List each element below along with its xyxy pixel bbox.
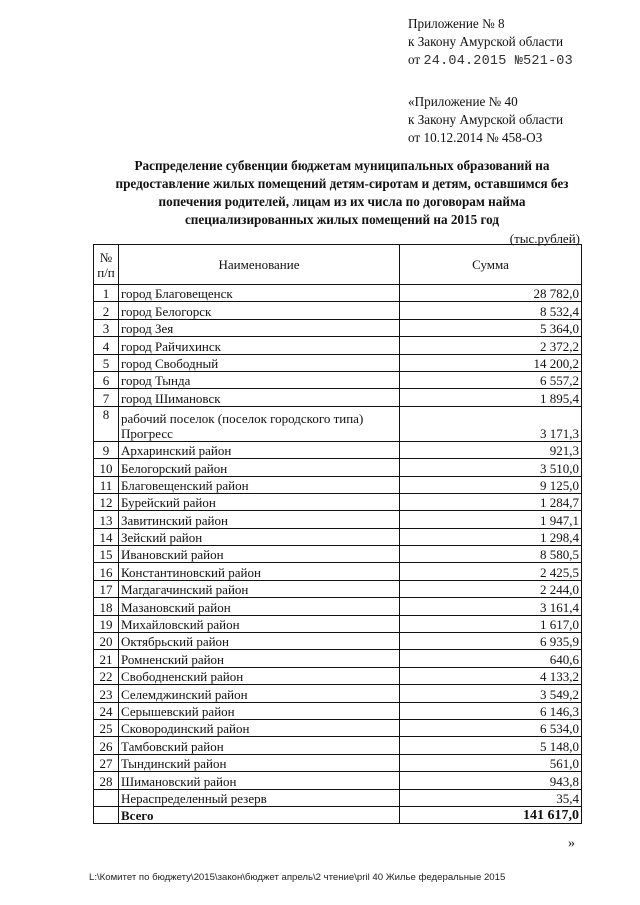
table-row (94, 528, 582, 545)
row-number: 20 (94, 633, 119, 650)
row-sum: 6 557,2 (400, 371, 582, 388)
row-number: 1 (94, 285, 119, 302)
row-name: город Шимановск (119, 389, 400, 406)
row-number: 15 (94, 546, 119, 563)
row-number: 12 (94, 493, 119, 510)
row-number: 4 (94, 337, 119, 354)
row-name: Магдагачинский район (119, 580, 400, 597)
row-number: 3 (94, 319, 119, 336)
table-row (94, 476, 582, 493)
table-row (94, 754, 582, 771)
appendix-current-line2: к Закону Амурской области (408, 34, 564, 49)
header-number-line2: п/п (97, 264, 115, 280)
table-row (94, 563, 582, 580)
header-sum: Сумма (400, 245, 582, 285)
row-name: Серышевский район (119, 702, 400, 719)
row-sum: 1 947,1 (400, 511, 582, 528)
row-sum: 5 364,0 (400, 319, 582, 336)
table-row (94, 493, 582, 510)
row-number: 18 (94, 598, 119, 615)
row-sum: 28 782,0 (400, 285, 582, 302)
row-sum: 6 146,3 (400, 702, 582, 719)
row-sum: 3 510,0 (400, 459, 582, 476)
row-name: Завитинский район (119, 511, 400, 528)
row-number: 21 (94, 650, 119, 667)
table-row (94, 650, 582, 667)
row-sum: 1 284,7 (400, 493, 582, 510)
appendix-original-block (408, 93, 563, 147)
appendix-original-line3: от 10.12.2014 № 458-ОЗ (408, 130, 543, 145)
row-number: 23 (94, 685, 119, 702)
row-sum: 6 534,0 (400, 719, 582, 736)
appendix-current-line3 (408, 51, 573, 71)
row-sum: 9 125,0 (400, 476, 582, 493)
row-name: рабочий поселок (поселок городского типа) Прогресс (119, 406, 400, 441)
closing-quote: » (568, 836, 575, 851)
table-row (94, 702, 582, 719)
row-sum: 2 244,0 (400, 580, 582, 597)
row-name: Шимановский район (119, 772, 400, 789)
row-sum: 1 298,4 (400, 528, 582, 545)
title-line3: попечения родителей, лицам из их числа по договорам найма (158, 194, 526, 209)
total-number-cell (94, 806, 119, 823)
row-number: 8 (94, 406, 119, 441)
title-line4: специализированных жилых помещений на 2015 год (184, 212, 500, 227)
appendix-current-line1: Приложение № 8 (408, 16, 505, 31)
table-row (94, 302, 582, 319)
table-row (94, 667, 582, 684)
row-name: Михайловский район (119, 615, 400, 632)
row-number: 22 (94, 667, 119, 684)
row-name: Архаринский район (119, 441, 400, 458)
header-number (94, 245, 119, 285)
row-name: Белогорский район (119, 459, 400, 476)
title-line1: Распределение субвенции бюджетам муниципальных образований на (134, 158, 550, 173)
total-label: Всего (119, 806, 400, 823)
row-sum: 5 148,0 (400, 737, 582, 754)
appendix-current-date-stamp: 24.04.2015 №521-03 (423, 54, 573, 69)
row-name: Мазановский район (119, 598, 400, 615)
header-number-line1: № (99, 249, 113, 265)
table-row (94, 598, 582, 615)
subvention-table (93, 244, 582, 824)
row-sum: 921,3 (400, 441, 582, 458)
row-number: 16 (94, 563, 119, 580)
header-name: Наименование (119, 245, 400, 285)
row-name: Ромненский район (119, 650, 400, 667)
table-row (94, 371, 582, 388)
row-name: Константиновский район (119, 563, 400, 580)
table-row (94, 511, 582, 528)
units-label: (тыс.рублей) (509, 231, 580, 246)
row-sum: 640,6 (400, 650, 582, 667)
row-number (94, 789, 119, 806)
total-sum: 141 617,0 (400, 806, 582, 823)
row-sum: 4 133,2 (400, 667, 582, 684)
row-sum: 3 171,3 (400, 406, 582, 441)
table-row (94, 337, 582, 354)
row-sum: 8 532,4 (400, 302, 582, 319)
row-sum: 2 425,5 (400, 563, 582, 580)
table-header-row (94, 245, 582, 285)
row-number: 2 (94, 302, 119, 319)
row-sum: 3 549,2 (400, 685, 582, 702)
row-number: 14 (94, 528, 119, 545)
table-row (94, 633, 582, 650)
row-name: город Зея (119, 319, 400, 336)
row-name: Тамбовский район (119, 737, 400, 754)
table-row (94, 737, 582, 754)
row-number: 19 (94, 615, 119, 632)
row-name: Благовещенский район (119, 476, 400, 493)
table-total-row (94, 806, 582, 823)
table-row (94, 546, 582, 563)
row-sum: 35,4 (400, 789, 582, 806)
appendix-current-date-prefix: от (408, 52, 421, 67)
table-row (94, 719, 582, 736)
row-name: город Белогорск (119, 302, 400, 319)
row-sum: 8 580,5 (400, 546, 582, 563)
row-name: город Свободный (119, 354, 400, 371)
row-number: 28 (94, 772, 119, 789)
table-row (94, 580, 582, 597)
row-name: город Райчихинск (119, 337, 400, 354)
row-number: 26 (94, 737, 119, 754)
appendix-current-block (408, 15, 573, 71)
row-number: 5 (94, 354, 119, 371)
row-number: 11 (94, 476, 119, 493)
table-row (94, 354, 582, 371)
row-sum: 6 935,9 (400, 633, 582, 650)
table-row (94, 772, 582, 789)
row-number: 17 (94, 580, 119, 597)
appendix-original-line2: к Закону Амурской области (408, 112, 564, 127)
row-number: 9 (94, 441, 119, 458)
appendix-original-line1: «Приложение № 40 (408, 94, 518, 109)
row-name: Октябрьский район (119, 633, 400, 650)
row-sum: 14 200,2 (400, 354, 582, 371)
table-row (94, 685, 582, 702)
row-number: 6 (94, 371, 119, 388)
row-number: 13 (94, 511, 119, 528)
row-sum: 561,0 (400, 754, 582, 771)
row-sum: 943,8 (400, 772, 582, 789)
row-name: Бурейский район (119, 493, 400, 510)
row-name: город Благовещенск (119, 285, 400, 302)
table-row (94, 285, 582, 302)
table-row (94, 441, 582, 458)
row-name: Тындинский район (119, 754, 400, 771)
row-name: Нераспределенный резерв (119, 789, 400, 806)
row-sum: 1 895,4 (400, 389, 582, 406)
table-row (94, 389, 582, 406)
row-name: Селемджинский район (119, 685, 400, 702)
row-name: Зейский район (119, 528, 400, 545)
row-number: 25 (94, 719, 119, 736)
row-name: Свободненский район (119, 667, 400, 684)
table-body (94, 285, 582, 807)
table-row (94, 615, 582, 632)
row-number: 10 (94, 459, 119, 476)
row-sum: 1 617,0 (400, 615, 582, 632)
table-row (94, 789, 582, 806)
row-number: 27 (94, 754, 119, 771)
title-line2: предоставление жилых помещений детям-сиротам и детям, оставшимся без (115, 176, 569, 191)
row-number: 24 (94, 702, 119, 719)
row-sum: 2 372,2 (400, 337, 582, 354)
row-sum: 3 161,4 (400, 598, 582, 615)
table-row (94, 406, 582, 441)
row-number: 7 (94, 389, 119, 406)
row-name: Сковородинский район (119, 719, 400, 736)
row-name: Ивановский район (119, 546, 400, 563)
row-name: город Тында (119, 371, 400, 388)
footer-file-path: L:\Комитет по бюджету\2015\закон\бюджет апрель\2 чтение\pril 40 Жилье федеральные 2015 (89, 872, 506, 883)
table-row (94, 319, 582, 336)
table-row (94, 459, 582, 476)
document-title (95, 157, 589, 229)
